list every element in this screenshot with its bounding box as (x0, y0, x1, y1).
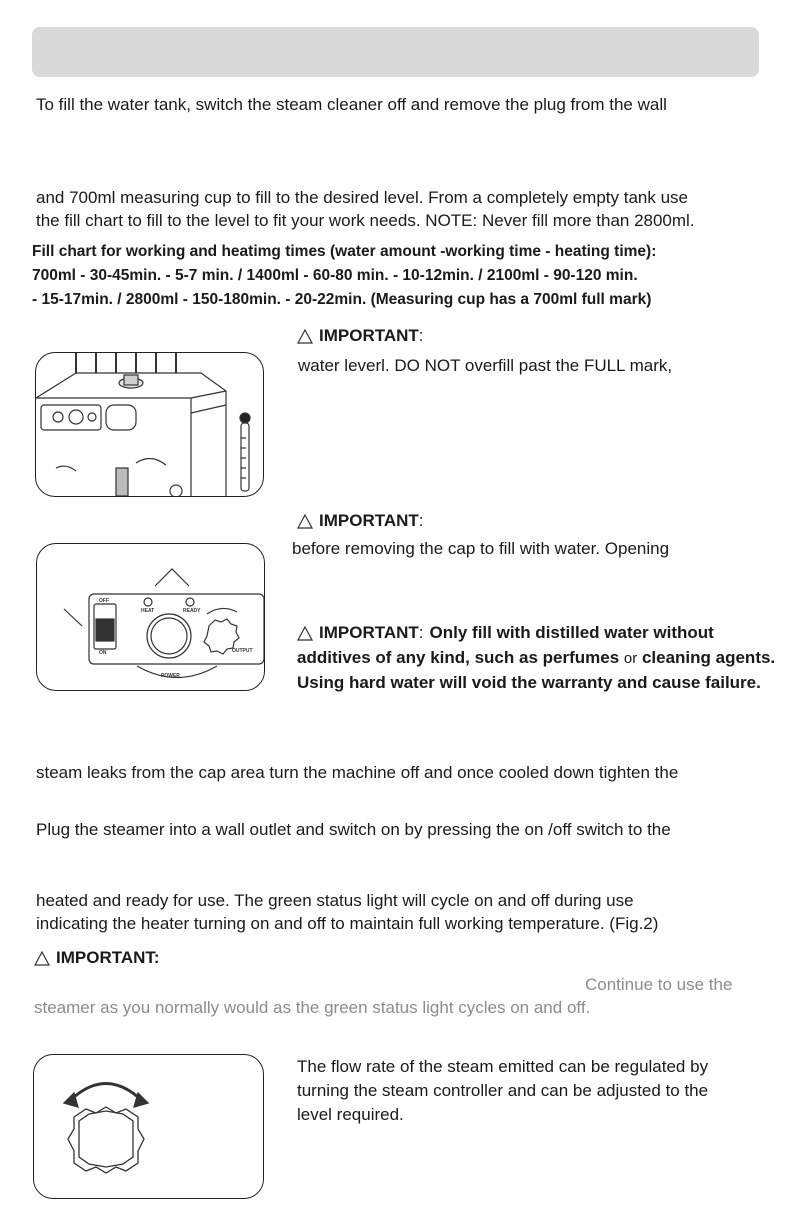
steam-dial-illustration (33, 1054, 264, 1199)
steam-dial-drawing (34, 1055, 263, 1198)
important-label: IMPORTANT: (319, 326, 424, 345)
off-label: OFF (99, 598, 109, 604)
important-label: IMPORTANT: (56, 948, 160, 967)
important-2-text: before removing the cap to fill with water. Opening (292, 539, 670, 558)
power-label: POWER (161, 673, 180, 679)
operation-line-2: Plug the steamer into a wall outlet and switch on by pressing the on /off switch to the (36, 820, 671, 839)
fill-text-line-2: and 700ml measuring cup to fill to the desired level. From a completely empty tank use (36, 188, 688, 207)
important-heading-1 (297, 326, 424, 346)
on-label: ON (99, 650, 107, 656)
steamer-machine-drawing (36, 353, 263, 496)
section-header-bar (32, 27, 759, 77)
warning-triangle-icon (297, 329, 313, 344)
warning-triangle-icon (297, 514, 313, 529)
important-3-line-1: Only fill with distilled water without (429, 623, 714, 642)
important-label: IMPORTANT: (319, 511, 424, 530)
output-label: OUTPUT (232, 648, 253, 654)
important-3-line-2: additives of any kind, such as perfumes or cleaning agents. (297, 648, 776, 667)
flow-line-1: The flow rate of the steam emitted can be regulated by (297, 1057, 709, 1076)
important-1-text: water leverl. DO NOT overfill past the FULL mark, (298, 356, 673, 375)
control-panel-illustration (36, 543, 265, 691)
important-label: IMPORTANT: (319, 623, 424, 642)
warning-triangle-icon (34, 951, 50, 966)
operation-line-4: indicating the heater turning on and off to maintain full working temperature. (Fig.2) (36, 914, 659, 933)
important-heading-4 (34, 948, 160, 968)
important-3-line-3: Using hard water will void the warranty and cause failure. (297, 673, 761, 692)
fill-text-line-1: To fill the water tank, switch the steam cleaner off and remove the plug from the wall (36, 95, 667, 114)
steamer-machine-illustration (35, 352, 264, 497)
operation-line-1: steam leaks from the cap area turn the machine off and once cooled down tighten the (36, 763, 679, 782)
operation-line-3: heated and ready for use. The green status light will cycle on and off during use (36, 891, 634, 910)
warning-triangle-icon (297, 626, 313, 641)
fill-chart-line-1: Fill chart for working and heatimg times (water amount -working time - heating time): (32, 243, 657, 260)
important-4-faded-line-1: Continue to use the (585, 975, 733, 994)
fill-chart-line-3: - 15-17min. / 2800ml - 150-180min. - 20-22min. (Measuring cup has a 700ml full mark) (32, 291, 652, 308)
important-heading-2 (297, 511, 424, 531)
fill-chart-line-2: 700ml - 30-45min. - 5-7 min. / 1400ml - 60-80 min. - 10-12min. / 2100ml - 90-120 min. (32, 267, 638, 284)
fill-text-line-3: the fill chart to fill to the level to fit your work needs. NOTE: Never fill more than 2800ml. (36, 211, 695, 230)
heat-label: HEAT (141, 608, 155, 614)
flow-line-2: turning the steam controller and can be adjusted to the (297, 1081, 709, 1100)
flow-line-3: level required. (297, 1105, 404, 1124)
control-panel-drawing (37, 544, 264, 690)
important-heading-3 (297, 623, 714, 643)
important-4-faded-line-2: steamer as you normally would as the green status light cycles on and off. (34, 998, 591, 1017)
ready-label: READY (183, 608, 201, 614)
